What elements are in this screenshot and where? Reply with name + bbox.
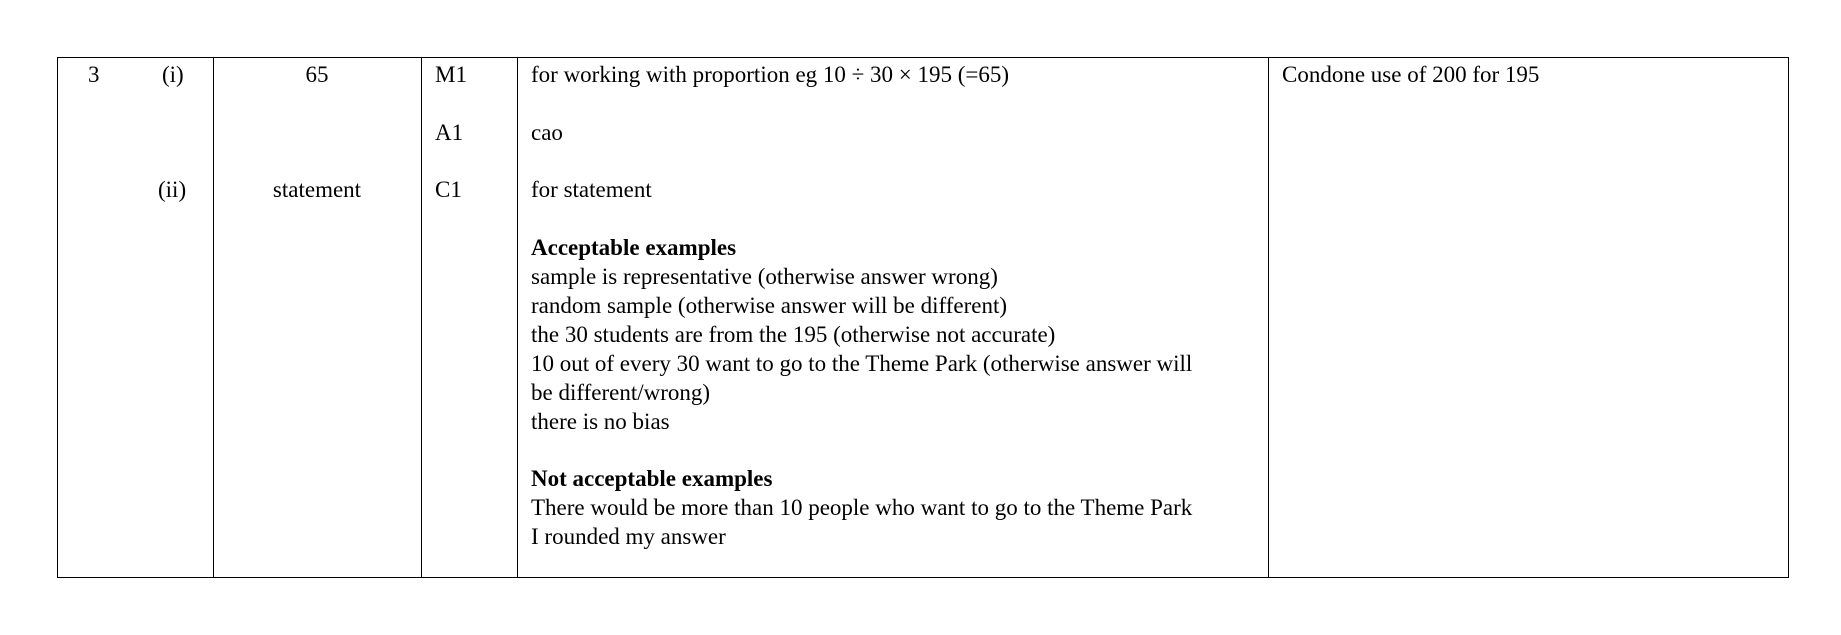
mark-c1: C1 <box>435 177 462 202</box>
acceptable-example: there is no bias <box>531 409 670 434</box>
acceptable-example: the 30 students are from the 195 (otherwise not accurate) <box>531 322 1056 347</box>
answer-part-i: 65 <box>305 62 329 87</box>
column-divider <box>517 58 518 577</box>
column-divider <box>1268 58 1269 577</box>
column-divider <box>421 58 422 577</box>
condone-note: Condone use of 200 for 195 <box>1282 62 1540 87</box>
answer-part-ii: statement <box>272 177 362 202</box>
guidance-c1: for statement <box>531 177 652 202</box>
mark-a1: A1 <box>435 120 464 145</box>
question-number: 3 <box>88 62 100 87</box>
not-acceptable-example: I rounded my answer <box>531 524 726 549</box>
part-i-label: (i) <box>162 62 184 87</box>
mark-m1: M1 <box>435 62 467 87</box>
acceptable-example: 10 out of every 30 want to go to the Theme Park (otherwise answer will <box>531 351 1193 376</box>
acceptable-example: sample is representative (otherwise answer wrong) <box>531 264 998 289</box>
guidance-a1: cao <box>531 120 563 145</box>
acceptable-example: random sample (otherwise answer will be different) <box>531 293 1008 318</box>
acceptable-example: be different/wrong) <box>531 380 711 405</box>
mark-scheme-table <box>57 57 1789 578</box>
not-acceptable-heading: Not acceptable examples <box>531 466 773 491</box>
column-divider <box>213 58 214 577</box>
part-ii-label: (ii) <box>158 177 187 202</box>
acceptable-heading: Acceptable examples <box>531 235 737 260</box>
not-acceptable-example: There would be more than 10 people who want to go to the Theme Park <box>531 495 1193 520</box>
guidance-m1: for working with proportion eg 10 ÷ 30 × 195 (=65) <box>531 62 1010 87</box>
